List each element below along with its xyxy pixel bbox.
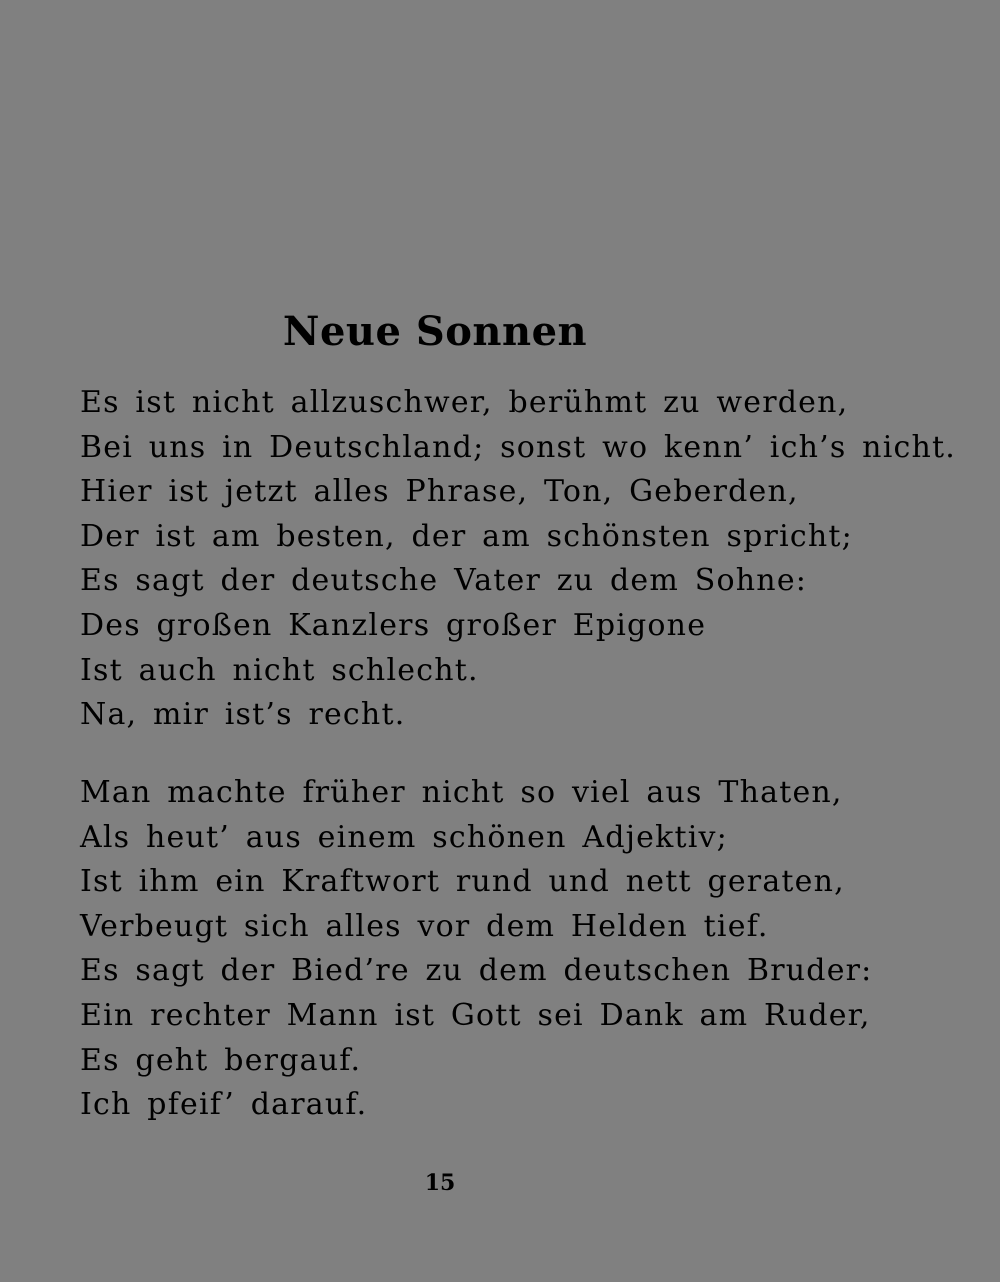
verse-line: Es ist nicht allzuschwer, berühmt zu werden,	[80, 385, 849, 420]
verse-line: Es geht bergauf.	[80, 1042, 362, 1078]
verse-line: Bei uns in Deutschland; sonst wo kenn’ ich’s nicht.	[80, 429, 957, 465]
page-number: 15	[424, 1170, 456, 1196]
verse-line: Na, mir ist’s recht.	[80, 697, 406, 733]
verse-line: Des großen Kanzlers großer Epigone	[80, 607, 707, 643]
stanza-2	[80, 771, 900, 1128]
verse-line: Hier ist jetzt alles Phrase, Ton, Geberden,	[80, 474, 799, 510]
verse-line: Verbeugt sich alles vor dem Helden tief.	[80, 908, 769, 944]
verse-line: Ist ihm ein Kraftwort rund und nett geraten,	[80, 864, 845, 900]
verse-line: Ein rechter Mann ist Gott sei Dank am Ruder,	[80, 997, 871, 1033]
verse-line: Es sagt der deutsche Vater zu dem Sohne:	[80, 563, 808, 599]
verse-line: Der ist am besten, der am schönsten spricht;	[80, 518, 853, 554]
stanza-1	[80, 381, 957, 738]
verse-line: Es sagt der Bied’re zu dem deutschen Bruder:	[80, 953, 873, 989]
verse-line: Ich pfeif’ darauf.	[80, 1087, 368, 1123]
verse-line: Man machte früher nicht so viel aus Thaten,	[80, 775, 843, 810]
verse-line: Ist auch nicht schlecht.	[80, 652, 479, 688]
poem-title: Neue Sonnen	[282, 308, 588, 355]
verse-line: Als heut’ aus einem schönen Adjektiv;	[80, 819, 728, 855]
